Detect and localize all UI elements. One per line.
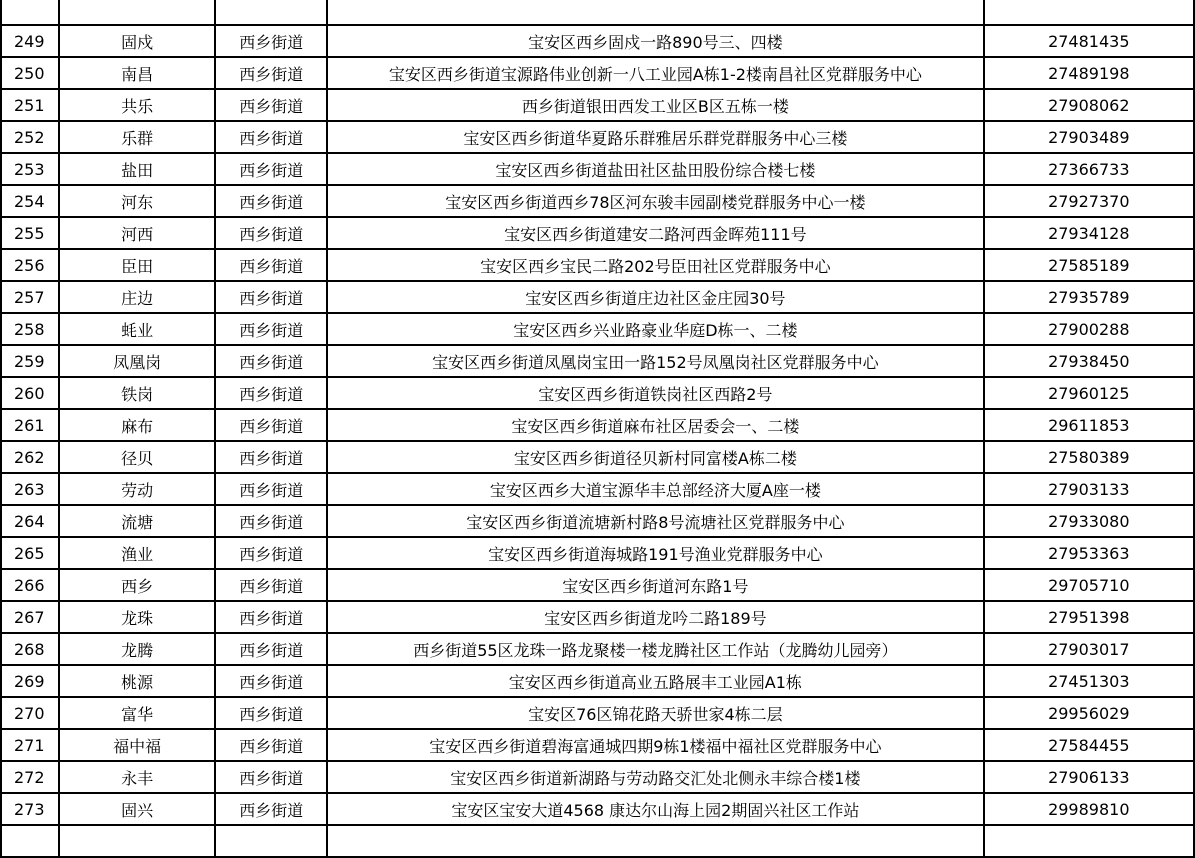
address-cell: 宝安区西乡街道建安二路河西金晖苑111号: [327, 217, 983, 249]
community-name-cell: 富华: [59, 697, 215, 729]
row-number-cell: 263: [1, 473, 59, 505]
community-name-cell: 河东: [59, 185, 215, 217]
phone-cell: 27903489: [984, 121, 1194, 153]
phone-cell: 27903133: [984, 473, 1194, 505]
street-name-cell: 西乡街道: [215, 601, 327, 633]
community-name-cell: 桃源: [59, 665, 215, 697]
street-name-cell: 西乡街道: [215, 25, 327, 57]
address-cell: 宝安区西乡兴业路豪业华庭D栋一、二楼: [327, 313, 983, 345]
address-cell: 宝安区西乡街道碧海富通城四期9栋1楼福中福社区党群服务中心: [327, 729, 983, 761]
community-name-cell: 西乡: [59, 569, 215, 601]
phone-cell: 27906133: [984, 761, 1194, 793]
phone-cell: 27580389: [984, 441, 1194, 473]
address-cell: 宝安区西乡街道龙吟二路189号: [327, 601, 983, 633]
community-name-cell: 盐田: [59, 153, 215, 185]
address-cell: 宝安区西乡街道庄边社区金庄园30号: [327, 281, 983, 313]
address-cell: 宝安区西乡街道凤凰岗宝田一路152号凤凰岗社区党群服务中心: [327, 345, 983, 377]
phone-cell: 27927370: [984, 185, 1194, 217]
street-name-cell: 西乡街道: [215, 153, 327, 185]
community-name-cell: 径贝: [59, 441, 215, 473]
phone-cell: 27951398: [984, 601, 1194, 633]
row-number-cell: 250: [1, 57, 59, 89]
phone-cell: 27903017: [984, 633, 1194, 665]
row-number-cell: 267: [1, 601, 59, 633]
community-name-cell: 臣田: [59, 249, 215, 281]
row-number-cell: 253: [1, 153, 59, 185]
street-name-cell: 西乡街道: [215, 313, 327, 345]
address-cell: 宝安区西乡街道铁岗社区西路2号: [327, 377, 983, 409]
address-cell: 宝安区西乡宝民二路202号臣田社区党群服务中心: [327, 249, 983, 281]
table-row: [1, 377, 1194, 409]
phone-cell: 27960125: [984, 377, 1194, 409]
community-name-cell: 南昌: [59, 57, 215, 89]
community-name-cell: 渔业: [59, 537, 215, 569]
table-row: [1, 473, 1194, 505]
community-name-cell: 劳动: [59, 473, 215, 505]
phone-cell: 27481435: [984, 25, 1194, 57]
community-name-cell: 庄边: [59, 281, 215, 313]
address-cell: 宝安区西乡街道流塘新村路8号流塘社区党群服务中心: [327, 505, 983, 537]
community-name-cell: 蚝业: [59, 313, 215, 345]
table-row: [1, 217, 1194, 249]
street-name-cell: 西乡街道: [215, 505, 327, 537]
address-cell: 宝安区西乡街道高业五路展丰工业园A1栋: [327, 665, 983, 697]
table-row-partial-top: [1, 0, 1194, 25]
address-cell: 宝安区西乡街道华夏路乐群雅居乐群党群服务中心三楼: [327, 121, 983, 153]
phone-cell: 27489198: [984, 57, 1194, 89]
row-number-cell: 251: [1, 89, 59, 121]
table-row: [1, 505, 1194, 537]
table-row: [1, 729, 1194, 761]
address-cell: 宝安区西乡街道径贝新村同富楼A栋二楼: [327, 441, 983, 473]
street-name-cell: 西乡街道: [215, 281, 327, 313]
phone-cell: 27934128: [984, 217, 1194, 249]
table-row: [1, 345, 1194, 377]
row-number-cell: 261: [1, 409, 59, 441]
community-name-cell: 流塘: [59, 505, 215, 537]
row-number-cell: 270: [1, 697, 59, 729]
community-name-cell: 福中福: [59, 729, 215, 761]
address-cell: 宝安区西乡街道新湖路与劳动路交汇处北侧永丰综合楼1楼: [327, 761, 983, 793]
phone-cell: 27451303: [984, 665, 1194, 697]
street-name-cell: 西乡街道: [215, 217, 327, 249]
row-number-cell: 257: [1, 281, 59, 313]
table-row: [1, 633, 1194, 665]
table-row: [1, 441, 1194, 473]
street-name-cell: 西乡街道: [215, 633, 327, 665]
community-name-cell: 乐群: [59, 121, 215, 153]
phone-cell: 27933080: [984, 505, 1194, 537]
row-number-cell: 259: [1, 345, 59, 377]
address-cell: 宝安区宝安大道4568 康达尔山海上园2期固兴社区工作站: [327, 793, 983, 825]
phone-cell: 29989810: [984, 793, 1194, 825]
address-cell: 西乡街道55区龙珠一路龙聚楼一楼龙腾社区工作站（龙腾幼儿园旁）: [327, 633, 983, 665]
address-cell: 西乡街道银田西发工业区B区五栋一楼: [327, 89, 983, 121]
street-name-cell: 西乡街道: [215, 121, 327, 153]
address-cell: 宝安区西乡街道海城路191号渔业党群服务中心: [327, 537, 983, 569]
phone-cell: 27585189: [984, 249, 1194, 281]
row-number-cell: 264: [1, 505, 59, 537]
address-cell: 宝安区西乡街道麻布社区居委会一、二楼: [327, 409, 983, 441]
row-number-cell: 249: [1, 25, 59, 57]
row-number-cell: 269: [1, 665, 59, 697]
table-row: [1, 761, 1194, 793]
row-number-cell: 268: [1, 633, 59, 665]
address-cell: 宝安区西乡固戍一路890号三、四楼: [327, 25, 983, 57]
table-row: [1, 409, 1194, 441]
table-row: [1, 25, 1194, 57]
address-cell: 宝安区西乡街道西乡78区河东骏丰园副楼党群服务中心一楼: [327, 185, 983, 217]
street-name-cell: 西乡街道: [215, 761, 327, 793]
table-row: [1, 89, 1194, 121]
community-name-cell: 麻布: [59, 409, 215, 441]
table-row: [1, 153, 1194, 185]
row-number-cell: 265: [1, 537, 59, 569]
table-body: [1, 0, 1194, 857]
address-cell: 宝安区西乡街道河东路1号: [327, 569, 983, 601]
row-number-cell: 258: [1, 313, 59, 345]
street-name-cell: 西乡街道: [215, 441, 327, 473]
table-row: [1, 185, 1194, 217]
street-name-cell: 西乡街道: [215, 697, 327, 729]
table-row: [1, 569, 1194, 601]
table-row: [1, 249, 1194, 281]
row-number-cell: 262: [1, 441, 59, 473]
table-row: [1, 537, 1194, 569]
row-number-cell: 272: [1, 761, 59, 793]
phone-cell: 27935789: [984, 281, 1194, 313]
row-number-cell: 273: [1, 793, 59, 825]
address-cell: 宝安区西乡街道宝源路伟业创新一八工业园A栋1-2楼南昌社区党群服务中心: [327, 57, 983, 89]
phone-cell: 27900288: [984, 313, 1194, 345]
street-name-cell: 西乡街道: [215, 793, 327, 825]
table-row: [1, 121, 1194, 153]
table-row: [1, 665, 1194, 697]
phone-cell: 29611853: [984, 409, 1194, 441]
row-number-cell: 256: [1, 249, 59, 281]
community-name-cell: 凤凰岗: [59, 345, 215, 377]
community-name-cell: 共乐: [59, 89, 215, 121]
street-name-cell: 西乡街道: [215, 185, 327, 217]
community-name-cell: 龙腾: [59, 633, 215, 665]
community-name-cell: 铁岗: [59, 377, 215, 409]
community-name-cell: 永丰: [59, 761, 215, 793]
street-name-cell: 西乡街道: [215, 89, 327, 121]
street-name-cell: 西乡街道: [215, 569, 327, 601]
table-row: [1, 697, 1194, 729]
street-name-cell: 西乡街道: [215, 377, 327, 409]
table-row: [1, 793, 1194, 825]
table-row-partial-bottom: [1, 825, 1194, 857]
phone-cell: 27584455: [984, 729, 1194, 761]
row-number-cell: 266: [1, 569, 59, 601]
table-row: [1, 313, 1194, 345]
address-cell: 宝安区西乡大道宝源华丰总部经济大厦A座一楼: [327, 473, 983, 505]
row-number-cell: 252: [1, 121, 59, 153]
phone-cell: 27366733: [984, 153, 1194, 185]
street-name-cell: 西乡街道: [215, 409, 327, 441]
row-number-cell: 271: [1, 729, 59, 761]
address-cell: 宝安区西乡街道盐田社区盐田股份综合楼七楼: [327, 153, 983, 185]
community-name-cell: 固戍: [59, 25, 215, 57]
street-name-cell: 西乡街道: [215, 537, 327, 569]
address-cell: 宝安区76区锦花路天骄世家4栋二层: [327, 697, 983, 729]
row-number-cell: 254: [1, 185, 59, 217]
community-name-cell: 龙珠: [59, 601, 215, 633]
phone-cell: 27938450: [984, 345, 1194, 377]
table-row: [1, 57, 1194, 89]
table-row: [1, 281, 1194, 313]
street-name-cell: 西乡街道: [215, 249, 327, 281]
street-name-cell: 西乡街道: [215, 473, 327, 505]
street-name-cell: 西乡街道: [215, 345, 327, 377]
community-name-cell: 固兴: [59, 793, 215, 825]
community-name-cell: 河西: [59, 217, 215, 249]
table-row: [1, 601, 1194, 633]
row-number-cell: 260: [1, 377, 59, 409]
phone-cell: 29956029: [984, 697, 1194, 729]
phone-cell: 29705710: [984, 569, 1194, 601]
street-name-cell: 西乡街道: [215, 729, 327, 761]
row-number-cell: 255: [1, 217, 59, 249]
street-name-cell: 西乡街道: [215, 57, 327, 89]
phone-cell: 27908062: [984, 89, 1194, 121]
phone-cell: 27953363: [984, 537, 1194, 569]
street-name-cell: 西乡街道: [215, 665, 327, 697]
